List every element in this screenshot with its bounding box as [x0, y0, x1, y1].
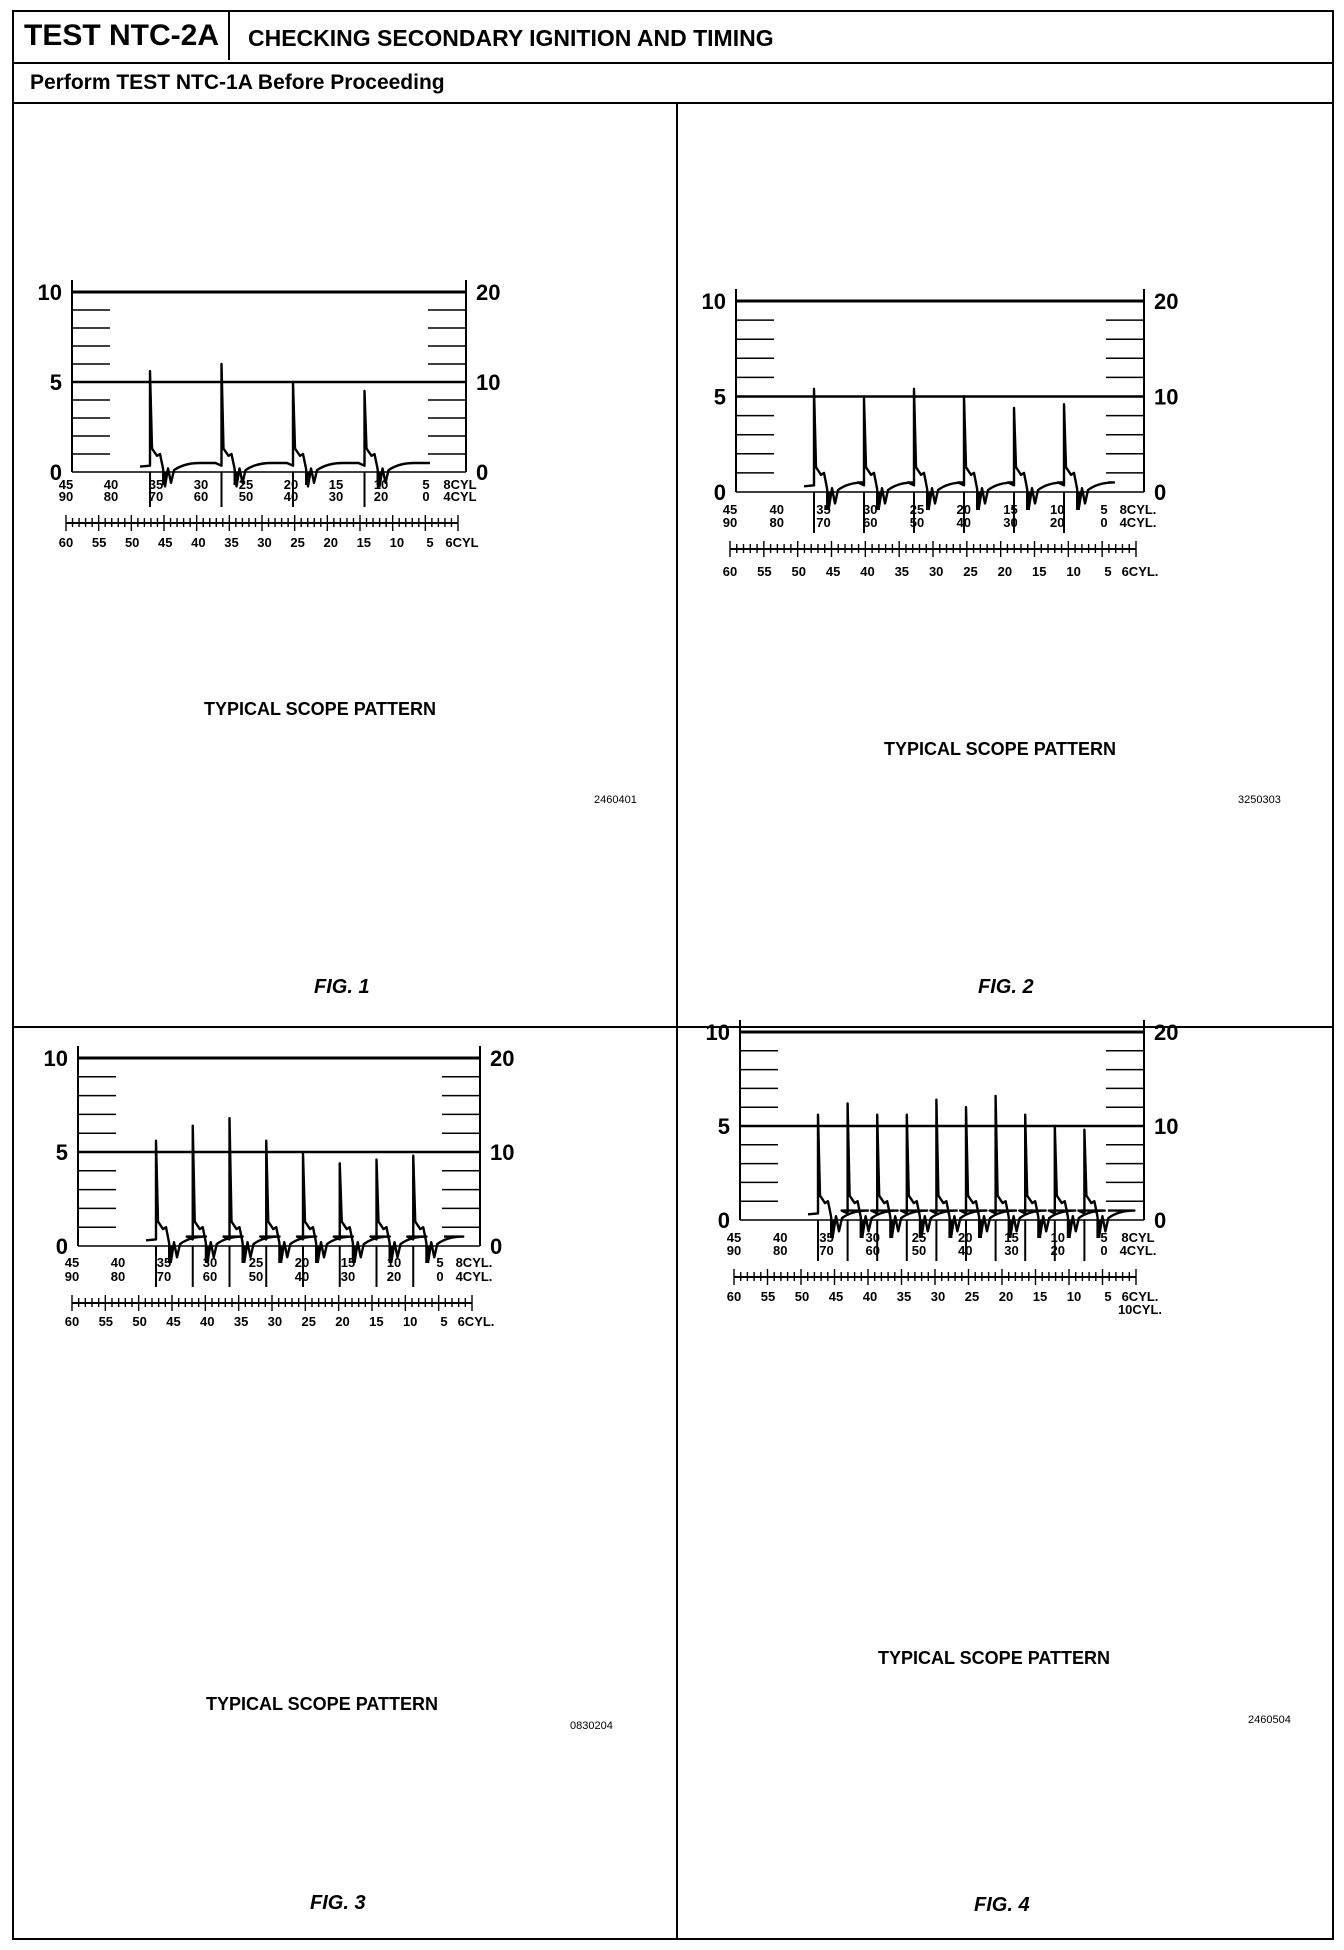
left-axis-label: 5 [55, 1140, 68, 1165]
scale-6cyl-label: 10 [1066, 1289, 1082, 1304]
scale-8cyl-label: 25 [238, 477, 254, 492]
left-axis-label: 10 [37, 280, 62, 305]
right-axis-label: 20 [1154, 289, 1179, 314]
scale-4cyl-label: 20 [1050, 1243, 1065, 1258]
scope-title: TYPICAL SCOPE PATTERN [204, 699, 437, 719]
figure-4-panel [678, 1020, 1334, 1940]
left-axis-label: 5 [713, 384, 726, 410]
scale-6cyl-label: 45 [166, 1314, 181, 1329]
test-id: TEST NTC-2A [14, 12, 230, 60]
scale-8cyl-label: 15 [1003, 502, 1018, 517]
scale-6cyl-label: 20 [323, 535, 338, 550]
scale-6cyl-label: 60 [726, 1289, 742, 1304]
scale-6cyl-label: 5 [1104, 564, 1112, 579]
scale-8cyl-label: 8CYL [443, 477, 477, 492]
scale-8cyl-label: 25 [248, 1255, 264, 1270]
scale-6cyl-label: 60 [722, 564, 738, 579]
scale-6cyl-label: 55 [91, 535, 107, 550]
scale-6cyl-label: 35 [233, 1314, 249, 1329]
scale-6cyl-label: 15 [1032, 564, 1047, 579]
scale-4cyl-label: 70 [156, 1269, 172, 1284]
scale-6cyl-label: 50 [791, 564, 806, 579]
scale-6cyl-label: 5 [426, 535, 434, 550]
scale-6cyl-label: 20 [335, 1314, 350, 1329]
right-axis-label: 0 [490, 1234, 503, 1259]
scale-4cyl-label: 4CYL. [1119, 1243, 1157, 1258]
scale-8cyl-label: 8CYL. [1119, 502, 1157, 517]
scale-6cyl-label: 30 [267, 1314, 283, 1329]
figure-code: 0830204 [570, 1720, 613, 1732]
scale-6cyl-label: 40 [862, 1289, 878, 1304]
right-axis-label: 0 [1154, 1208, 1167, 1233]
scale-6cyl-label: 55 [760, 1289, 776, 1304]
figure-label: FIG. 3 [310, 1892, 366, 1914]
right-axis-label: 10 [1154, 1114, 1179, 1139]
test-sheet [12, 10, 1334, 1940]
scale-6cyl-label: 10 [402, 1314, 418, 1329]
scale-4cyl-label: 90 [726, 1243, 742, 1258]
left-axis-label: 0 [717, 1208, 730, 1233]
scale-8cyl-label: 30 [865, 1230, 880, 1245]
scale-8cyl-label: 15 [1004, 1230, 1019, 1245]
scale-4cyl-label: 4CYL [443, 489, 477, 504]
scale-6cyl-label: 25 [301, 1314, 316, 1329]
scale-6cyl-label: 25 [290, 535, 305, 550]
scale-8cyl-label: 20 [294, 1255, 310, 1270]
scale-4cyl-label: 60 [193, 489, 209, 504]
scale-6cyl-label: 6CYL [445, 535, 479, 550]
scale-4cyl-label: 70 [148, 489, 164, 504]
scale-6cyl-label: 5 [440, 1314, 448, 1329]
scale-4cyl-label: 0 [1100, 1243, 1108, 1258]
scope-title: TYPICAL SCOPE PATTERN [884, 739, 1117, 759]
scale-8cyl-label: 10 [373, 477, 389, 492]
scale-8cyl-label: 35 [819, 1230, 834, 1245]
scale-6cyl-label: 35 [224, 535, 239, 550]
right-axis-label: 20 [476, 280, 501, 305]
scale-4cyl-label: 0 [436, 1269, 444, 1284]
scope-waveform [808, 1096, 1134, 1235]
scale-8cyl-label: 40 [103, 477, 119, 492]
scale-8cyl-label: 8CYL [1121, 1230, 1155, 1245]
scale-8cyl-label: 35 [816, 502, 831, 517]
scale-6cyl-label: 50 [124, 535, 140, 550]
scale-8cyl-label: 10 [1050, 502, 1065, 517]
scale-8cyl-label: 5 [1100, 1230, 1108, 1245]
scale-6cyl-label: 15 [1032, 1289, 1048, 1304]
scale-8cyl-label: 40 [769, 502, 784, 517]
scale-4cyl-label: 90 [64, 1269, 80, 1284]
scope-pattern-fig1 [14, 104, 676, 1026]
header [14, 12, 1332, 64]
right-axis-label: 0 [1154, 480, 1167, 505]
scale-6cyl-label: 25 [963, 564, 978, 579]
scope-title: TYPICAL SCOPE PATTERN [878, 1648, 1111, 1668]
left-axis-label: 5 [49, 370, 62, 395]
scale-4cyl-label: 70 [819, 1243, 834, 1258]
scale-6cyl-label: 25 [964, 1289, 980, 1304]
scale-6cyl-label: 55 [757, 564, 772, 579]
right-axis-label: 20 [1154, 1020, 1179, 1045]
scope-title: TYPICAL SCOPE PATTERN [206, 1694, 439, 1714]
figure-1-panel [14, 104, 676, 1026]
right-axis-label: 10 [476, 370, 501, 395]
scale-6cyl-label: 40 [191, 535, 206, 550]
left-axis-label: 10 [705, 1020, 730, 1045]
scale-4cyl-label: 50 [238, 489, 254, 504]
scale-8cyl-label: 15 [340, 1255, 356, 1270]
right-axis-label: 0 [476, 460, 489, 485]
scale-4cyl-label: 70 [816, 515, 831, 530]
left-axis-label: 5 [717, 1114, 730, 1139]
left-axis-label: 10 [43, 1046, 68, 1071]
scale-6cyl-label: 35 [896, 1289, 912, 1304]
scale-4cyl-label: 60 [865, 1243, 880, 1258]
scale-4cyl-label: 30 [1004, 1243, 1019, 1258]
scale-6cyl-label: 50 [132, 1314, 147, 1329]
figure-label: FIG. 1 [314, 976, 370, 998]
scale-4cyl-label: 20 [373, 489, 389, 504]
page-title: CHECKING SECONDARY IGNITION AND TIMING [248, 25, 774, 51]
scale-4cyl-label: 90 [722, 515, 738, 530]
right-axis-label: 20 [490, 1046, 515, 1071]
right-axis-label: 10 [490, 1140, 515, 1165]
scale-8cyl-label: 45 [64, 1255, 80, 1270]
scale-4cyl-label: 30 [328, 489, 344, 504]
figure-code: 2460504 [1248, 1714, 1291, 1726]
scale-6cyl-label: 30 [257, 535, 272, 550]
scale-8cyl-label: 35 [148, 477, 164, 492]
scale-4cyl-label: 30 [340, 1269, 356, 1284]
scale-8cyl-label: 45 [726, 1230, 742, 1245]
scale-4cyl-label: 80 [769, 515, 784, 530]
scale-6cyl-label: 50 [794, 1289, 810, 1304]
scale-8cyl-label: 40 [110, 1255, 126, 1270]
scale-8cyl-label: 30 [863, 502, 878, 517]
scale-6cyl-label: 10 [1066, 564, 1081, 579]
scale-8cyl-label: 30 [193, 477, 209, 492]
scale-6cyl-label: 5 [1104, 1289, 1112, 1304]
scale-6cyl-label: 30 [928, 564, 944, 579]
scale-6cyl-label: 10 [389, 535, 405, 550]
scale-8cyl-label: 35 [156, 1255, 172, 1270]
figure-label: FIG. 2 [978, 976, 1034, 998]
left-axis-label: 0 [55, 1234, 68, 1259]
scale-8cyl-label: 5 [422, 477, 430, 492]
scope-pattern-fig4 [678, 1020, 1334, 1940]
scale-4cyl-label: 4CYL. [1119, 515, 1157, 530]
scale-6cyl-label: 6CYL. [457, 1314, 495, 1329]
scale-6cyl-label: 40 [200, 1314, 215, 1329]
scale-4cyl-label: 40 [283, 489, 299, 504]
scale-8cyl-label: 5 [436, 1255, 444, 1270]
scale-8cyl-label: 45 [58, 477, 74, 492]
scale-4cyl-label: 40 [958, 1243, 973, 1258]
scale-8cyl-label: 40 [773, 1230, 788, 1245]
scale-4cyl-label: 50 [911, 1243, 927, 1258]
scale-8cyl-label: 20 [283, 477, 299, 492]
figure-2-panel [678, 104, 1334, 1026]
scale-4cyl-label: 20 [1050, 515, 1065, 530]
scale-6cyl-label: 60 [58, 535, 74, 550]
scale-6cyl-label: 20 [997, 564, 1013, 579]
scale-6cyl-label: 40 [860, 564, 875, 579]
scale-8cyl-label: 20 [958, 1230, 973, 1245]
scale-6cyl-label: 45 [158, 535, 173, 550]
scale-8cyl-label: 8CYL. [455, 1255, 493, 1270]
scale-4cyl-label: 50 [909, 515, 925, 530]
figure-code: 3250303 [1238, 794, 1281, 806]
right-axis-label: 10 [1154, 384, 1179, 410]
scope-pattern-fig2 [678, 104, 1334, 1026]
scale-8cyl-label: 30 [202, 1255, 218, 1270]
scale-4cyl-label: 20 [386, 1269, 402, 1284]
scale-4cyl-label: 0 [1100, 515, 1108, 530]
scale-8cyl-label: 5 [1100, 502, 1108, 517]
scale-6cyl-label: 55 [98, 1314, 114, 1329]
scale-4cyl-label: 30 [1003, 515, 1018, 530]
scale-4cyl-label: 40 [294, 1269, 310, 1284]
scope-waveform [804, 389, 1114, 507]
figure-label: FIG. 4 [974, 1894, 1030, 1916]
scale-6cyl-label: 15 [356, 535, 372, 550]
scale-4cyl-label: 90 [58, 489, 74, 504]
scale-4cyl-label: 60 [202, 1269, 218, 1284]
scale-6cyl-label: 6CYL. [1121, 1289, 1159, 1304]
scale-6cyl-label: 45 [828, 1289, 844, 1304]
scale-10cyl-label: 10CYL. [1117, 1302, 1163, 1317]
scale-4cyl-label: 40 [956, 515, 971, 530]
scope-pattern-fig3 [14, 1028, 676, 1940]
page-subtitle: Perform TEST NTC-1A Before Proceeding [14, 62, 1332, 104]
scale-6cyl-label: 15 [369, 1314, 384, 1329]
scale-8cyl-label: 25 [911, 1230, 927, 1245]
scale-6cyl-label: 6CYL. [1121, 564, 1159, 579]
scale-4cyl-label: 4CYL. [455, 1269, 493, 1284]
scale-6cyl-label: 60 [64, 1314, 80, 1329]
scale-4cyl-label: 50 [248, 1269, 264, 1284]
scale-4cyl-label: 80 [110, 1269, 126, 1284]
scale-8cyl-label: 15 [328, 477, 344, 492]
left-axis-label: 0 [49, 460, 62, 485]
figure-code: 2460401 [594, 794, 637, 806]
figure-3-panel [14, 1028, 676, 1940]
scale-6cyl-label: 45 [825, 564, 841, 579]
scale-8cyl-label: 10 [1050, 1230, 1065, 1245]
scale-8cyl-label: 20 [956, 502, 971, 517]
scale-6cyl-label: 35 [894, 564, 910, 579]
scale-4cyl-label: 80 [773, 1243, 788, 1258]
scale-4cyl-label: 60 [863, 515, 878, 530]
scale-8cyl-label: 45 [722, 502, 738, 517]
scale-4cyl-label: 0 [422, 489, 430, 504]
scale-8cyl-label: 10 [386, 1255, 402, 1270]
scale-4cyl-label: 80 [103, 489, 119, 504]
left-axis-label: 0 [713, 480, 726, 505]
scale-8cyl-label: 25 [909, 502, 925, 517]
scale-6cyl-label: 30 [930, 1289, 946, 1304]
left-axis-label: 10 [701, 289, 726, 314]
scope-waveform [146, 1118, 463, 1261]
scale-6cyl-label: 20 [998, 1289, 1014, 1304]
